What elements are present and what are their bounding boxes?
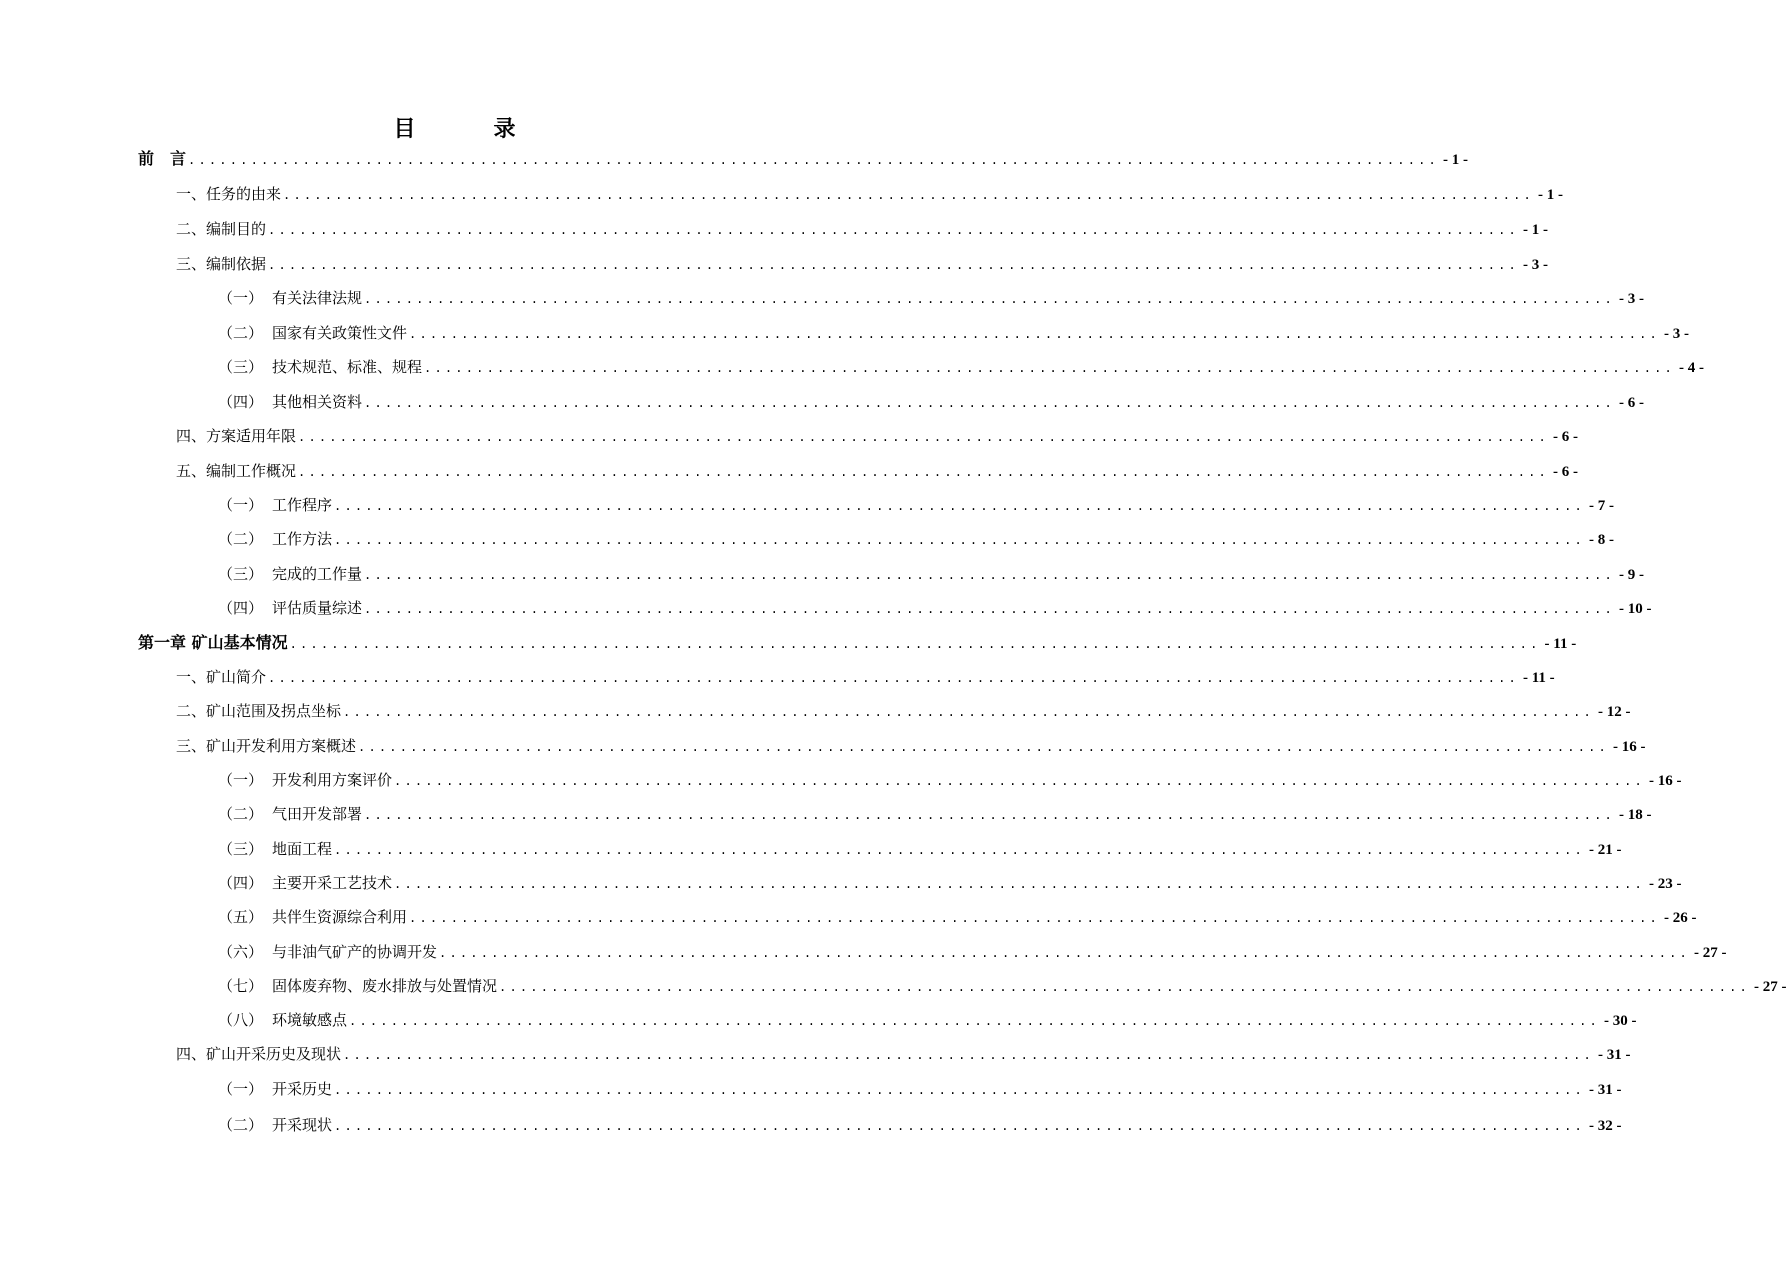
toc-entry[interactable]	[218, 1009, 1637, 1031]
toc-entry-text: 三、编制依据	[176, 255, 267, 273]
toc-page-number: - 1 -	[1522, 222, 1548, 238]
toc-entry-text: 评估质量综述	[272, 599, 363, 617]
toc-dot-leader: ........................................................................................................................	[394, 774, 1645, 788]
toc-entry-text: 固体废弃物、废水排放与处置情况	[272, 977, 498, 995]
toc-entry[interactable]	[218, 494, 1614, 516]
toc-dot-leader: ........................................................................................................................	[364, 568, 1615, 582]
toc-entry-number: （一）	[218, 496, 264, 514]
toc-entry-text: 主要开采工艺技术	[272, 874, 393, 892]
toc-entry[interactable]	[218, 941, 1727, 963]
toc-entry[interactable]	[218, 906, 1697, 928]
toc-entry-text: 一、任务的由来	[176, 185, 282, 203]
toc-page-number: - 3 -	[1522, 257, 1548, 273]
toc-entry[interactable]	[176, 666, 1555, 688]
toc-entry-number: （一）	[218, 771, 264, 789]
toc-entry-text: 四、矿山开采历史及现状	[176, 1045, 342, 1063]
toc-page-number: - 7 -	[1588, 498, 1614, 514]
toc-entry-number: （一）	[218, 289, 264, 307]
toc-dot-leader: ........................................................................................................................	[349, 1014, 1600, 1028]
toc-entry-label	[218, 528, 332, 550]
toc-entry-text: 与非油气矿产的协调开发	[272, 943, 438, 961]
toc-entry-label	[218, 941, 437, 963]
toc-entry[interactable]	[218, 391, 1644, 413]
toc-page-number: - 9 -	[1618, 567, 1644, 583]
toc-entry[interactable]	[176, 1043, 1631, 1065]
toc-entry-number: （四）	[218, 393, 264, 411]
toc-dot-leader: ........................................................................................................................	[268, 258, 1519, 272]
toc-dot-leader: ........................................................................................................................	[424, 361, 1675, 375]
toc-entry-number: （二）	[218, 530, 264, 548]
toc-page-number: - 10 -	[1618, 601, 1652, 617]
toc-dot-leader: ........................................................................................................................	[268, 223, 1519, 237]
toc-entry-label	[218, 322, 407, 344]
toc-entry-number: （五）	[218, 908, 264, 926]
toc-entry-label	[218, 1114, 332, 1136]
toc-entry-number: （三）	[218, 840, 264, 858]
toc-page-number: - 6 -	[1618, 395, 1644, 411]
toc-entry[interactable]	[218, 769, 1682, 791]
toc-entry-number: （三）	[218, 565, 264, 583]
toc-entry-number: （二）	[218, 1116, 264, 1134]
toc-entry-label	[218, 838, 332, 860]
toc-entry[interactable]	[176, 735, 1646, 757]
toc-page-number: - 11 -	[1544, 636, 1577, 652]
toc-entry[interactable]	[218, 872, 1682, 894]
toc-page-number: - 8 -	[1588, 532, 1614, 548]
toc-entry-label	[176, 460, 296, 482]
toc-page-number: - 1 -	[1537, 187, 1563, 203]
toc-entry[interactable]	[176, 218, 1548, 240]
toc-entry-label	[176, 218, 266, 240]
toc-page-number: - 27 -	[1693, 945, 1727, 961]
toc-entry-text: 环境敏感点	[272, 1011, 348, 1029]
toc-page-number: - 4 -	[1678, 360, 1704, 376]
toc-dot-leader: ........................................................................................................................	[499, 980, 1750, 994]
toc-entry-text: 其他相关资料	[272, 393, 363, 411]
toc-dot-leader: ........................................................................................................................	[334, 843, 1585, 857]
toc-entry-text: 五、编制工作概况	[176, 462, 297, 480]
toc-entry-number: （一）	[218, 1080, 264, 1098]
toc-entry[interactable]	[218, 1114, 1622, 1136]
toc-entry-label	[138, 632, 288, 654]
toc-entry-text: 开采现状	[272, 1116, 333, 1134]
toc-entry-text: 气田开发部署	[272, 805, 363, 823]
toc-entry-label	[176, 735, 356, 757]
toc-dot-leader: ........................................................................................................................	[268, 671, 1519, 685]
toc-entry-label	[218, 563, 362, 585]
toc-entry-label	[218, 597, 362, 619]
toc-entry-text: 四、方案适用年限	[176, 427, 297, 445]
toc-entry-text: 三、矿山开发利用方案概述	[176, 737, 357, 755]
toc-page-number: - 27 -	[1753, 979, 1786, 995]
toc-page-number: - 6 -	[1552, 429, 1578, 445]
toc-entry-text: 前 言	[138, 149, 187, 168]
toc-entry-text: 开采历史	[272, 1080, 333, 1098]
toc-dot-leader: ........................................................................................................................	[364, 396, 1615, 410]
toc-entry[interactable]	[218, 975, 1786, 997]
toc-page-number: - 32 -	[1588, 1118, 1622, 1134]
toc-dot-leader: ........................................................................................................................	[343, 1048, 1594, 1062]
toc-entry[interactable]	[218, 597, 1652, 619]
toc-entry[interactable]	[218, 838, 1622, 860]
toc-entry-label	[138, 148, 186, 170]
toc-entry[interactable]	[218, 803, 1652, 825]
toc-entry[interactable]	[176, 425, 1578, 447]
toc-entry-label	[218, 356, 422, 378]
toc-entry-text: 二、编制目的	[176, 220, 267, 238]
toc-entry[interactable]	[218, 287, 1644, 309]
toc-dot-leader: ........................................................................................................................	[334, 499, 1585, 513]
toc-dot-leader: ........................................................................................................................	[439, 946, 1690, 960]
toc-dot-leader: ........................................................................................................................	[364, 602, 1615, 616]
toc-entry-number: （三）	[218, 358, 264, 376]
toc-dot-leader: ........................................................................................................................	[334, 533, 1585, 547]
toc-entry-label	[218, 287, 362, 309]
toc-entry[interactable]	[176, 253, 1548, 275]
toc-entry-text: 国家有关政策性文件	[272, 324, 408, 342]
toc-entry-label	[218, 1009, 347, 1031]
toc-page-number: - 11 -	[1522, 670, 1555, 686]
toc-dot-leader: ........................................................................................................................	[364, 808, 1615, 822]
toc-entry[interactable]	[218, 356, 1704, 378]
toc-entry-label	[218, 391, 362, 413]
toc-dot-leader: ........................................................................................................................	[394, 877, 1645, 891]
toc-page-number: - 6 -	[1552, 464, 1578, 480]
toc-entry-text: 第一章 矿山基本情况	[138, 633, 288, 652]
toc-entry-label	[176, 183, 281, 205]
toc-page-number: - 31 -	[1588, 1082, 1622, 1098]
toc-entry-label	[176, 700, 341, 722]
toc-entry-number: （七）	[218, 977, 264, 995]
toc-page-number: - 18 -	[1618, 807, 1652, 823]
toc-entry[interactable]	[138, 632, 1577, 654]
toc-entry-label	[218, 769, 392, 791]
toc-entry-label	[176, 1043, 341, 1065]
toc-entry-text: 有关法律法规	[272, 289, 363, 307]
toc-page-number: - 16 -	[1612, 739, 1646, 755]
toc-entry[interactable]	[218, 528, 1614, 550]
toc-dot-leader: ........................................................................................................................	[409, 911, 1660, 925]
toc-page-number: - 3 -	[1663, 326, 1689, 342]
toc-entry[interactable]	[218, 563, 1644, 585]
toc-entry-number: （八）	[218, 1011, 264, 1029]
toc-entry-text: 地面工程	[272, 840, 333, 858]
toc-dot-leader: ........................................................................................................................	[289, 637, 1541, 651]
toc-entry-label	[176, 666, 266, 688]
toc-page-number: - 3 -	[1618, 291, 1644, 307]
toc-entry-text: 开发利用方案评价	[272, 771, 393, 789]
toc-entry-label	[218, 1078, 332, 1100]
toc-entry[interactable]	[176, 700, 1631, 722]
toc-dot-leader: ........................................................................................................................	[343, 705, 1594, 719]
toc-entry[interactable]	[218, 322, 1689, 344]
toc-entry-label	[176, 253, 266, 275]
toc-entry-label	[218, 872, 392, 894]
toc-dot-leader: ........................................................................................................................	[298, 465, 1549, 479]
toc-entry-number: （二）	[218, 805, 264, 823]
toc-entry-number: （六）	[218, 943, 264, 961]
toc-dot-leader: ........................................................................................................................	[334, 1083, 1585, 1097]
toc-page-number: - 30 -	[1603, 1013, 1637, 1029]
toc-entry-label	[218, 494, 332, 516]
toc-entry[interactable]	[176, 183, 1563, 205]
toc-page-number: - 1 -	[1442, 152, 1468, 168]
toc-entry-label	[218, 975, 497, 997]
toc-page-number: - 21 -	[1588, 842, 1622, 858]
toc-entry-text: 完成的工作量	[272, 565, 363, 583]
toc-entry-number: （四）	[218, 599, 264, 617]
toc-page-number: - 16 -	[1648, 773, 1682, 789]
toc-page-number: - 23 -	[1648, 876, 1682, 892]
toc-entry-text: 共伴生资源综合利用	[272, 908, 408, 926]
toc-dot-leader: ........................................................................................................................	[409, 327, 1660, 341]
toc-page-number: - 12 -	[1597, 704, 1631, 720]
toc-dot-leader: ........................................................................................................................	[188, 153, 1439, 167]
toc-dot-leader: ........................................................................................................................	[364, 292, 1615, 306]
toc-dot-leader: ........................................................................................................................	[358, 740, 1609, 754]
toc-entry-label	[218, 906, 407, 928]
toc-dot-leader: ........................................................................................................................	[298, 430, 1549, 444]
toc-entry-text: 二、矿山范围及拐点坐标	[176, 702, 342, 720]
toc-page-number: - 26 -	[1663, 910, 1697, 926]
toc-entry[interactable]	[138, 148, 1468, 170]
toc-entry-label	[176, 425, 296, 447]
toc-dot-leader: ........................................................................................................................	[283, 188, 1534, 202]
toc-entry-text: 工作方法	[272, 530, 333, 548]
toc-entry[interactable]	[218, 1078, 1622, 1100]
toc-page-number: - 31 -	[1597, 1047, 1631, 1063]
page-title: 目 录	[393, 116, 544, 142]
toc-entry-number: （二）	[218, 324, 264, 342]
toc-entry-text: 一、矿山简介	[176, 668, 267, 686]
toc-entry-text: 技术规范、标准、规程	[272, 358, 423, 376]
toc-entry-text: 工作程序	[272, 496, 333, 514]
toc-entry-number: （四）	[218, 874, 264, 892]
toc-entry-label	[218, 803, 362, 825]
toc-entry[interactable]	[176, 460, 1578, 482]
toc-dot-leader: ........................................................................................................................	[334, 1119, 1585, 1133]
